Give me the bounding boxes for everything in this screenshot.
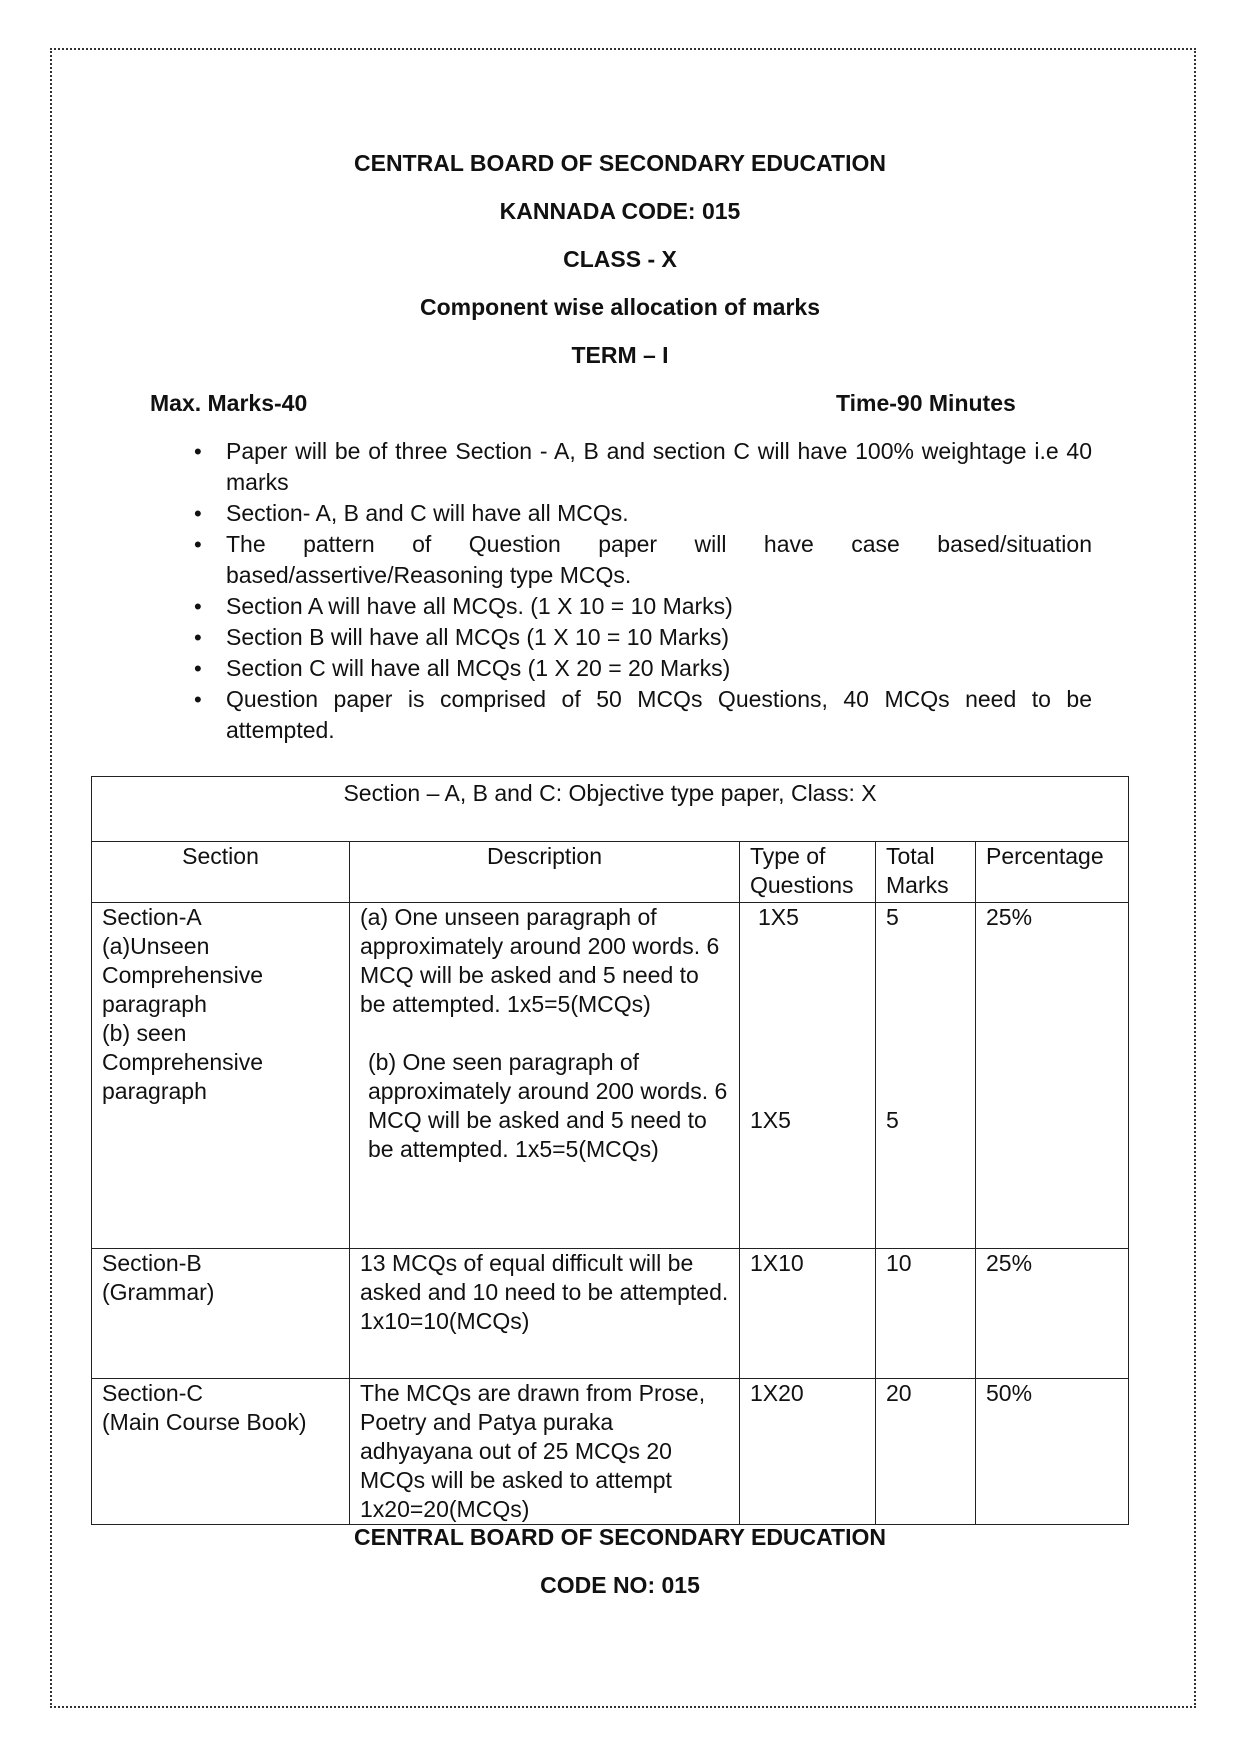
type-cell bbox=[740, 903, 876, 1249]
description-cell: The MCQs are drawn from Prose, Poetry and Patya puraka adhyayana out of 25 MCQs 20 MCQs will be asked to attempt 1x20=20(MCQs) bbox=[350, 1379, 740, 1525]
instructions-list bbox=[130, 436, 1092, 746]
marks-part-b: 5 bbox=[886, 1107, 899, 1133]
marks-part-a: 5 bbox=[886, 904, 899, 930]
type-part-b: 1X5 bbox=[750, 1107, 791, 1133]
section-cell: Section-A (a)Unseen Comprehensive paragraph (b) seen Comprehensive paragraph bbox=[92, 903, 350, 1249]
table-caption-row bbox=[92, 777, 1129, 842]
column-header: Section bbox=[92, 842, 350, 903]
instruction-item: • Paper will be of three Section - A, B and section C will have 100% weightage i.e 40 marks bbox=[130, 436, 1092, 498]
term-title: TERM – I bbox=[571, 342, 669, 368]
column-header: Description bbox=[350, 842, 740, 903]
description-part-a: (a) One unseen paragraph of approximately around 200 words. 6 MCQ will be asked and 5 need to be attempted. 1x5=5(MCQs) bbox=[360, 904, 720, 1017]
column-header: Type of Questions bbox=[740, 842, 876, 903]
table-row bbox=[92, 1249, 1129, 1379]
marks-allocation-table bbox=[91, 776, 1129, 1525]
instruction-item: • Section- A, B and C will have all MCQs. bbox=[130, 498, 1092, 529]
table-caption: Section – A, B and C: Objective type paper, Class: X bbox=[92, 777, 1129, 842]
table-row bbox=[92, 1379, 1129, 1525]
component-title: Component wise allocation of marks bbox=[419, 294, 821, 320]
section-cell: Section-B (Grammar) bbox=[92, 1249, 350, 1379]
column-header: Total Marks bbox=[876, 842, 976, 903]
time-limit: Time-90 Minutes bbox=[836, 390, 1016, 416]
footer-code: CODE NO: 015 bbox=[540, 1572, 700, 1598]
instruction-item: • Question paper is comprised of 50 MCQs Questions, 40 MCQs need to be attempted. bbox=[130, 684, 1092, 746]
section-cell: Section-C (Main Course Book) bbox=[92, 1379, 350, 1525]
subject-code: KANNADA CODE: 015 bbox=[499, 198, 741, 224]
marks-cell: 10 bbox=[876, 1249, 976, 1379]
description-part-b: (b) One seen paragraph of approximately around 200 words. 6 MCQ will be asked and 5 need to be attempted. 1x5=5(MCQs) bbox=[368, 1049, 728, 1162]
instruction-item: • Section C will have all MCQs (1 X 20 = 20 Marks) bbox=[130, 653, 1092, 684]
instruction-item: • The pattern of Question paper will have case based/situation based/assertive/Reasoning type MCQs. bbox=[130, 529, 1092, 591]
instruction-item: • Section A will have all MCQs. (1 X 10 = 10 Marks) bbox=[130, 591, 1092, 622]
percentage-cell: 25% bbox=[976, 1249, 1129, 1379]
type-cell: 1X20 bbox=[740, 1379, 876, 1525]
type-cell: 1X10 bbox=[740, 1249, 876, 1379]
marks-cell bbox=[876, 903, 976, 1249]
table-row bbox=[92, 903, 1129, 1249]
footer-board-title: CENTRAL BOARD OF SECONDARY EDUCATION bbox=[354, 1524, 886, 1550]
description-cell bbox=[350, 903, 740, 1249]
type-part-a: 1X5 bbox=[758, 904, 799, 930]
marks-cell: 20 bbox=[876, 1379, 976, 1525]
percentage-cell: 25% bbox=[976, 903, 1129, 1249]
table-header-row bbox=[92, 842, 1129, 903]
instruction-item: • Section B will have all MCQs (1 X 10 = 10 Marks) bbox=[130, 622, 1092, 653]
class-title: CLASS - X bbox=[563, 246, 677, 272]
max-marks: Max. Marks-40 bbox=[150, 390, 308, 416]
column-header: Percentage bbox=[976, 842, 1129, 903]
percentage-cell: 50% bbox=[976, 1379, 1129, 1525]
board-title: CENTRAL BOARD OF SECONDARY EDUCATION bbox=[354, 150, 886, 176]
description-cell: 13 MCQs of equal difficult will be asked and 10 need to be attempted. 1x10=10(MCQs) bbox=[350, 1249, 740, 1379]
